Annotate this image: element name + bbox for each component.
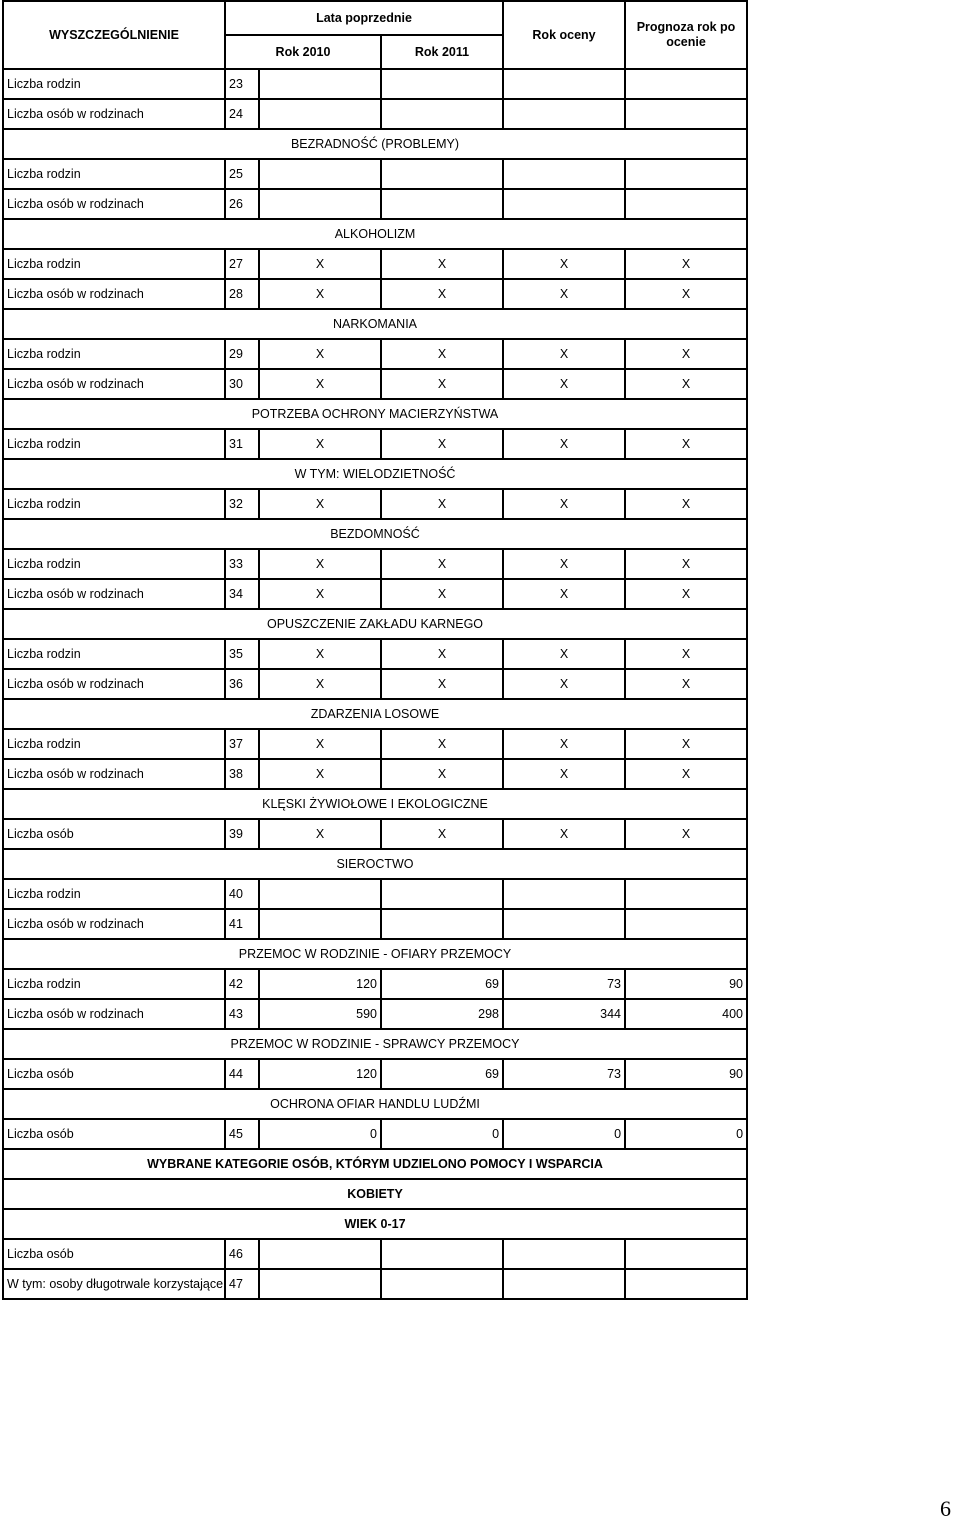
table-row: [3, 99, 747, 129]
table-row: [3, 579, 747, 609]
row-number: 39: [225, 819, 259, 849]
header-category: WYSZCZEGÓLNIENIE: [3, 1, 225, 69]
table-row: [3, 879, 747, 909]
value-cell: [503, 69, 625, 99]
row-number: 26: [225, 189, 259, 219]
value-cell: X: [503, 639, 625, 669]
value-cell: X: [381, 729, 503, 759]
row-label: Liczba osób w rodzinach: [3, 279, 225, 309]
row-number: 35: [225, 639, 259, 669]
value-cell: X: [503, 579, 625, 609]
section-title: SIEROCTWO: [3, 849, 747, 879]
value-cell: X: [381, 369, 503, 399]
value-cell: X: [625, 549, 747, 579]
value-cell: X: [625, 669, 747, 699]
value-cell: [381, 1269, 503, 1299]
section-row: [3, 1209, 747, 1239]
table-row: [3, 969, 747, 999]
row-label: Liczba rodzin: [3, 429, 225, 459]
section-row: [3, 1149, 747, 1179]
table-row: [3, 819, 747, 849]
row-label: Liczba rodzin: [3, 159, 225, 189]
table-row: [3, 759, 747, 789]
value-cell: 590: [259, 999, 381, 1029]
row-number: 40: [225, 879, 259, 909]
value-cell: X: [503, 669, 625, 699]
row-number: 30: [225, 369, 259, 399]
table-row: [3, 999, 747, 1029]
value-cell: 344: [503, 999, 625, 1029]
section-row: [3, 939, 747, 969]
row-label: Liczba rodzin: [3, 339, 225, 369]
value-cell: 90: [625, 1059, 747, 1089]
value-cell: X: [259, 729, 381, 759]
value-cell: [259, 909, 381, 939]
value-cell: [625, 159, 747, 189]
value-cell: X: [625, 759, 747, 789]
value-cell: X: [381, 579, 503, 609]
value-cell: X: [381, 429, 503, 459]
value-cell: [625, 1269, 747, 1299]
row-label: Liczba osób w rodzinach: [3, 909, 225, 939]
row-label: Liczba osób: [3, 1119, 225, 1149]
value-cell: X: [259, 369, 381, 399]
value-cell: [503, 189, 625, 219]
table-row: [3, 1269, 747, 1299]
table-row: [3, 1059, 747, 1089]
table-row: [3, 279, 747, 309]
row-number: 25: [225, 159, 259, 189]
row-number: 45: [225, 1119, 259, 1149]
value-cell: 400: [625, 999, 747, 1029]
table-row: [3, 249, 747, 279]
value-cell: 69: [381, 1059, 503, 1089]
value-cell: 120: [259, 1059, 381, 1089]
value-cell: X: [625, 579, 747, 609]
value-cell: [503, 1239, 625, 1269]
table-header: [3, 1, 747, 69]
value-cell: X: [259, 579, 381, 609]
value-cell: [625, 69, 747, 99]
table-row: [3, 159, 747, 189]
row-label: W tym: osoby długotrwale korzystające: [3, 1269, 225, 1299]
row-number: 28: [225, 279, 259, 309]
table-row: [3, 69, 747, 99]
header-previous-years: Lata poprzednie: [225, 1, 503, 35]
section-row: [3, 219, 747, 249]
value-cell: [625, 99, 747, 129]
value-cell: X: [503, 369, 625, 399]
table-row: [3, 549, 747, 579]
table-row: [3, 489, 747, 519]
table-row: [3, 429, 747, 459]
row-number: 27: [225, 249, 259, 279]
value-cell: X: [259, 249, 381, 279]
value-cell: [381, 69, 503, 99]
value-cell: X: [381, 249, 503, 279]
value-cell: 0: [381, 1119, 503, 1149]
value-cell: X: [503, 429, 625, 459]
value-cell: 120: [259, 969, 381, 999]
table-row: [3, 369, 747, 399]
value-cell: X: [625, 819, 747, 849]
section-title: PRZEMOC W RODZINIE - OFIARY PRZEMOCY: [3, 939, 747, 969]
value-cell: X: [503, 249, 625, 279]
section-title: PRZEMOC W RODZINIE - SPRAWCY PRZEMOCY: [3, 1029, 747, 1059]
value-cell: X: [259, 429, 381, 459]
row-label: Liczba osób w rodzinach: [3, 99, 225, 129]
table-row: [3, 909, 747, 939]
value-cell: X: [259, 819, 381, 849]
value-cell: [381, 159, 503, 189]
row-label: Liczba rodzin: [3, 729, 225, 759]
value-cell: 73: [503, 1059, 625, 1089]
value-cell: X: [381, 279, 503, 309]
section-title: BEZRADNOŚĆ (PROBLEMY): [3, 129, 747, 159]
value-cell: [503, 99, 625, 129]
section-title: ZDARZENIA LOSOWE: [3, 699, 747, 729]
value-cell: [381, 1239, 503, 1269]
row-label: Liczba rodzin: [3, 969, 225, 999]
value-cell: [503, 909, 625, 939]
table-row: [3, 729, 747, 759]
row-label: Liczba rodzin: [3, 639, 225, 669]
section-title: KOBIETY: [3, 1179, 747, 1209]
value-cell: X: [259, 339, 381, 369]
value-cell: X: [259, 759, 381, 789]
value-cell: X: [259, 549, 381, 579]
value-cell: X: [625, 639, 747, 669]
value-cell: [259, 1239, 381, 1269]
row-number: 42: [225, 969, 259, 999]
value-cell: [259, 1269, 381, 1299]
header-year-2011: Rok 2011: [381, 35, 503, 69]
table-row: [3, 1119, 747, 1149]
row-label: Liczba osób w rodzinach: [3, 999, 225, 1029]
value-cell: X: [503, 729, 625, 759]
value-cell: X: [259, 279, 381, 309]
value-cell: X: [625, 429, 747, 459]
row-number: 32: [225, 489, 259, 519]
section-row: [3, 849, 747, 879]
value-cell: [259, 879, 381, 909]
row-number: 44: [225, 1059, 259, 1089]
table-row: [3, 189, 747, 219]
section-row: [3, 1089, 747, 1119]
value-cell: X: [503, 819, 625, 849]
section-title: WIEK 0-17: [3, 1209, 747, 1239]
value-cell: [259, 189, 381, 219]
row-number: 31: [225, 429, 259, 459]
table-body: [3, 69, 747, 1299]
row-number: 41: [225, 909, 259, 939]
section-title: OCHRONA OFIAR HANDLU LUDŹMI: [3, 1089, 747, 1119]
value-cell: X: [381, 819, 503, 849]
value-cell: X: [381, 339, 503, 369]
row-label: Liczba osób w rodzinach: [3, 189, 225, 219]
value-cell: X: [259, 639, 381, 669]
header-year-2010: Rok 2010: [225, 35, 381, 69]
section-row: [3, 1179, 747, 1209]
section-row: [3, 309, 747, 339]
value-cell: X: [503, 489, 625, 519]
row-number: 34: [225, 579, 259, 609]
section-row: [3, 699, 747, 729]
row-number: 24: [225, 99, 259, 129]
value-cell: X: [381, 489, 503, 519]
section-row: [3, 1029, 747, 1059]
value-cell: X: [381, 669, 503, 699]
value-cell: [381, 879, 503, 909]
value-cell: X: [259, 489, 381, 519]
value-cell: X: [625, 339, 747, 369]
value-cell: X: [259, 669, 381, 699]
value-cell: [503, 159, 625, 189]
section-title: BEZDOMNOŚĆ: [3, 519, 747, 549]
value-cell: X: [381, 549, 503, 579]
section-row: [3, 609, 747, 639]
row-number: 29: [225, 339, 259, 369]
value-cell: [381, 909, 503, 939]
row-number: 46: [225, 1239, 259, 1269]
value-cell: [259, 69, 381, 99]
value-cell: X: [503, 339, 625, 369]
row-label: Liczba osób: [3, 819, 225, 849]
section-title: KLĘSKI ŻYWIOŁOWE I EKOLOGICZNE: [3, 789, 747, 819]
value-cell: X: [503, 759, 625, 789]
row-label: Liczba osób w rodzinach: [3, 579, 225, 609]
table-row: [3, 339, 747, 369]
value-cell: [625, 909, 747, 939]
section-row: [3, 459, 747, 489]
row-label: Liczba osób: [3, 1059, 225, 1089]
value-cell: [259, 159, 381, 189]
value-cell: [625, 879, 747, 909]
section-row: [3, 399, 747, 429]
row-number: 33: [225, 549, 259, 579]
section-title: ALKOHOLIZM: [3, 219, 747, 249]
value-cell: [381, 99, 503, 129]
value-cell: X: [503, 279, 625, 309]
value-cell: 0: [259, 1119, 381, 1149]
header-assessment-year: Rok oceny: [503, 1, 625, 69]
value-cell: 298: [381, 999, 503, 1029]
section-title: OPUSZCZENIE ZAKŁADU KARNEGO: [3, 609, 747, 639]
assistance-statistics-table: [2, 0, 748, 1300]
page-number: 6: [940, 1496, 951, 1521]
value-cell: [625, 1239, 747, 1269]
table-row: [3, 1239, 747, 1269]
row-label: Liczba rodzin: [3, 249, 225, 279]
row-label: Liczba rodzin: [3, 489, 225, 519]
value-cell: X: [503, 549, 625, 579]
value-cell: X: [625, 279, 747, 309]
section-title: POTRZEBA OCHRONY MACIERZYŃSTWA: [3, 399, 747, 429]
section-title: W TYM: WIELODZIETNOŚĆ: [3, 459, 747, 489]
value-cell: 0: [625, 1119, 747, 1149]
row-label: Liczba osób w rodzinach: [3, 759, 225, 789]
row-number: 23: [225, 69, 259, 99]
section-title: NARKOMANIA: [3, 309, 747, 339]
value-cell: [625, 189, 747, 219]
row-label: Liczba osób: [3, 1239, 225, 1269]
value-cell: 73: [503, 969, 625, 999]
section-title: WYBRANE KATEGORIE OSÓB, KTÓRYM UDZIELONO POMOCY I WSPARCIA: [3, 1149, 747, 1179]
value-cell: X: [625, 729, 747, 759]
section-row: [3, 789, 747, 819]
row-number: 37: [225, 729, 259, 759]
value-cell: [503, 1269, 625, 1299]
value-cell: [381, 189, 503, 219]
row-number: 43: [225, 999, 259, 1029]
value-cell: 90: [625, 969, 747, 999]
row-label: Liczba osób w rodzinach: [3, 669, 225, 699]
table-row: [3, 639, 747, 669]
section-row: [3, 129, 747, 159]
row-label: Liczba rodzin: [3, 549, 225, 579]
value-cell: 0: [503, 1119, 625, 1149]
row-number: 47: [225, 1269, 259, 1299]
section-row: [3, 519, 747, 549]
value-cell: X: [381, 639, 503, 669]
value-cell: X: [625, 489, 747, 519]
table-row: [3, 669, 747, 699]
row-label: Liczba rodzin: [3, 69, 225, 99]
row-number: 36: [225, 669, 259, 699]
value-cell: X: [381, 759, 503, 789]
value-cell: [259, 99, 381, 129]
value-cell: [503, 879, 625, 909]
row-number: 38: [225, 759, 259, 789]
row-label: Liczba osób w rodzinach: [3, 369, 225, 399]
value-cell: X: [625, 249, 747, 279]
value-cell: 69: [381, 969, 503, 999]
header-forecast: [625, 1, 747, 69]
header-forecast-label: Prognoza rok po ocenie: [636, 20, 736, 49]
value-cell: X: [625, 369, 747, 399]
row-label: Liczba rodzin: [3, 879, 225, 909]
